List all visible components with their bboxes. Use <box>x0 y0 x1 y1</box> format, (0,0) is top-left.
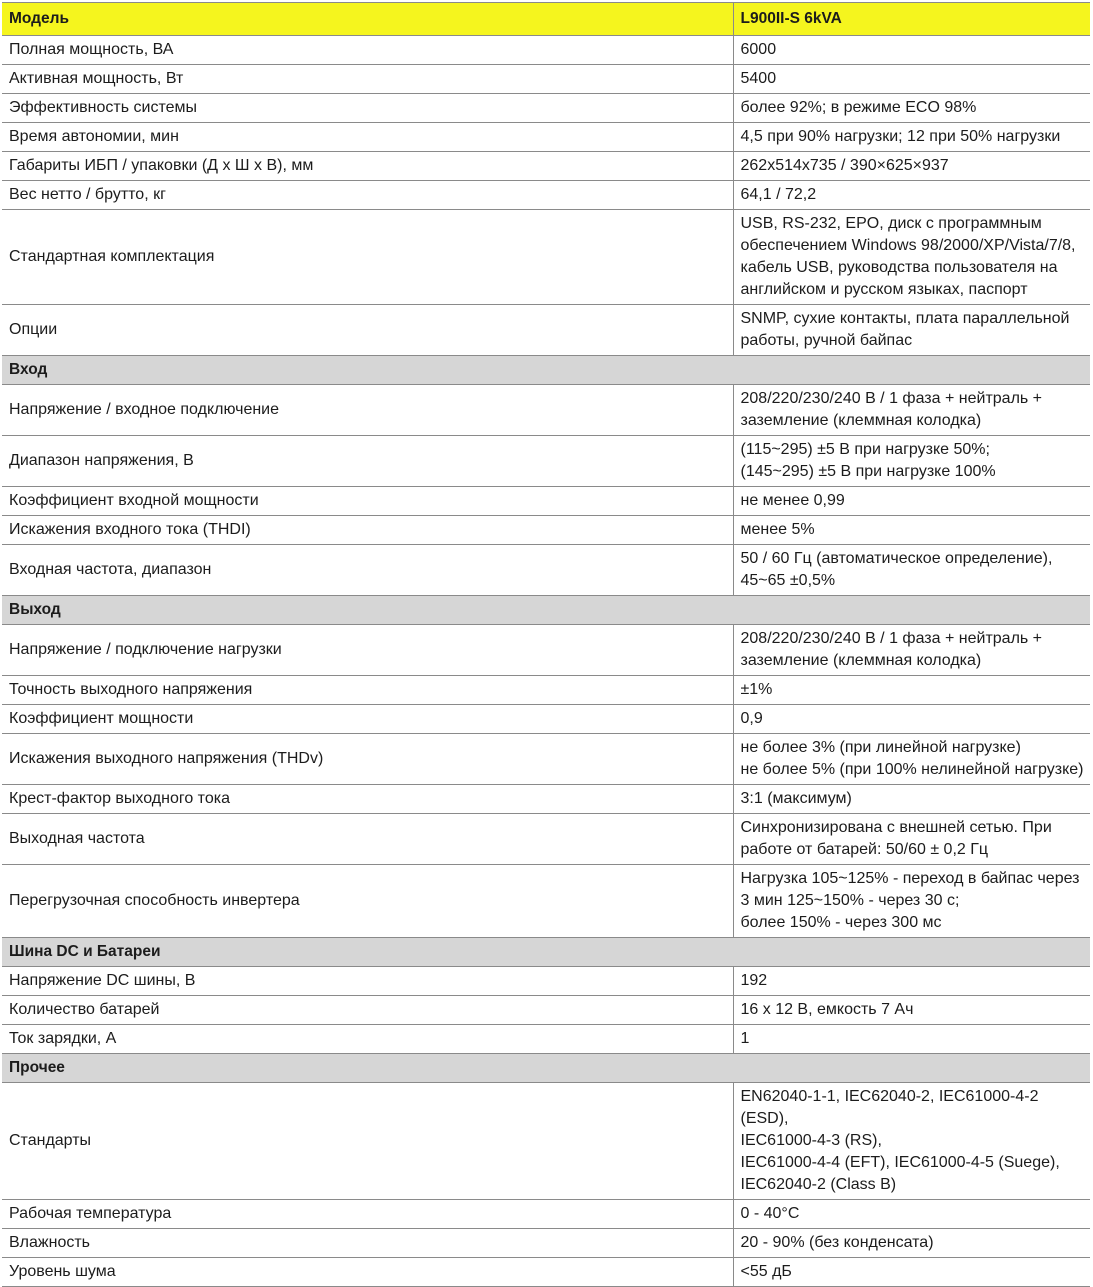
table-row <box>2 1258 1090 1287</box>
spec-label: Искажения выходного напряжения (THDv) <box>2 734 733 785</box>
spec-label: Коэффициент входной мощности <box>2 487 733 516</box>
table-row <box>2 516 1090 545</box>
spec-value: 208/220/230/240 В / 1 фаза + нейтраль + заземление (клеммная колодка) <box>733 625 1090 676</box>
table-row <box>2 1083 1090 1200</box>
spec-label: Искажения входного тока (THDI) <box>2 516 733 545</box>
table-row <box>2 1200 1090 1229</box>
table-row <box>2 814 1090 865</box>
spec-value: 208/220/230/240 В / 1 фаза + нейтраль + заземление (клеммная колодка) <box>733 385 1090 436</box>
table-row <box>2 865 1090 938</box>
spec-label: Напряжение DC шины, В <box>2 967 733 996</box>
spec-table <box>2 2 1090 1287</box>
spec-label: Опции <box>2 305 733 356</box>
spec-label: Эффективность системы <box>2 94 733 123</box>
header-label: Модель <box>2 3 733 36</box>
spec-value: 64,1 / 72,2 <box>733 181 1090 210</box>
spec-label: Влажность <box>2 1229 733 1258</box>
table-row <box>2 487 1090 516</box>
spec-label: Габариты ИБП / упаковки (Д х Ш х В), мм <box>2 152 733 181</box>
spec-value: 20 - 90% (без конденсата) <box>733 1229 1090 1258</box>
table-row <box>2 436 1090 487</box>
table-row <box>2 996 1090 1025</box>
spec-value: 3:1 (максимум) <box>733 785 1090 814</box>
spec-value: 0,9 <box>733 705 1090 734</box>
table-row <box>2 625 1090 676</box>
spec-value: не более 3% (при линейной нагрузке) не более 5% (при 100% нелинейной нагрузке) <box>733 734 1090 785</box>
table-row <box>2 1025 1090 1054</box>
section-header-filler <box>733 1054 1090 1083</box>
spec-label: Стандарты <box>2 1083 733 1200</box>
spec-table-body <box>2 3 1090 1287</box>
spec-value: 6000 <box>733 36 1090 65</box>
section-title: Вход <box>2 356 733 385</box>
spec-value: <55 дБ <box>733 1258 1090 1287</box>
table-row <box>2 967 1090 996</box>
spec-value: 1 <box>733 1025 1090 1054</box>
spec-label: Рабочая температура <box>2 1200 733 1229</box>
spec-label: Напряжение / подключение нагрузки <box>2 625 733 676</box>
spec-label: Коэффициент мощности <box>2 705 733 734</box>
spec-value: 16 х 12 В, емкость 7 Ач <box>733 996 1090 1025</box>
spec-label: Время автономии, мин <box>2 123 733 152</box>
spec-value: 4,5 при 90% нагрузки; 12 при 50% нагрузки <box>733 123 1090 152</box>
table-header-row <box>2 3 1090 36</box>
section-header-row <box>2 1054 1090 1083</box>
spec-label: Стандартная комплектация <box>2 210 733 305</box>
table-row <box>2 36 1090 65</box>
section-header-filler <box>733 596 1090 625</box>
spec-label: Количество батарей <box>2 996 733 1025</box>
header-model-value: L900II-S 6kVA <box>733 3 1090 36</box>
section-header-row <box>2 938 1090 967</box>
table-row <box>2 152 1090 181</box>
section-header-row <box>2 356 1090 385</box>
spec-value: менее 5% <box>733 516 1090 545</box>
spec-value: 192 <box>733 967 1090 996</box>
spec-label: Крест-фактор выходного тока <box>2 785 733 814</box>
spec-value: USB, RS-232, EPO, диск с программным обеспечением Windows 98/2000/XP/Vista/7/8, кабель USB, руководства пользователя на английском и русском языках, паспорт <box>733 210 1090 305</box>
table-row <box>2 305 1090 356</box>
table-row <box>2 181 1090 210</box>
table-row <box>2 705 1090 734</box>
section-title: Шина DC и Батареи <box>2 938 733 967</box>
spec-value: ±1% <box>733 676 1090 705</box>
table-row <box>2 210 1090 305</box>
spec-label: Перегрузочная способность инвертера <box>2 865 733 938</box>
spec-value: 0 - 40°C <box>733 1200 1090 1229</box>
spec-value: 262х514х735 / 390×625×937 <box>733 152 1090 181</box>
spec-value: Синхронизирована с внешней сетью. При работе от батарей: 50/60 ± 0,2 Гц <box>733 814 1090 865</box>
spec-label: Вес нетто / брутто, кг <box>2 181 733 210</box>
table-row <box>2 785 1090 814</box>
spec-label: Диапазон напряжения, В <box>2 436 733 487</box>
section-header-filler <box>733 356 1090 385</box>
spec-label: Полная мощность, ВА <box>2 36 733 65</box>
table-row <box>2 676 1090 705</box>
spec-value: более 92%; в режиме ECO 98% <box>733 94 1090 123</box>
spec-value: (115~295) ±5 В при нагрузке 50%; (145~295) ±5 В при нагрузке 100% <box>733 436 1090 487</box>
spec-value: 5400 <box>733 65 1090 94</box>
spec-label: Ток зарядки, А <box>2 1025 733 1054</box>
table-row <box>2 65 1090 94</box>
section-header-filler <box>733 938 1090 967</box>
table-row <box>2 385 1090 436</box>
spec-label: Точность выходного напряжения <box>2 676 733 705</box>
table-row <box>2 94 1090 123</box>
spec-label: Входная частота, диапазон <box>2 545 733 596</box>
table-row <box>2 1229 1090 1258</box>
section-header-row <box>2 596 1090 625</box>
table-row <box>2 123 1090 152</box>
spec-value: не менее 0,99 <box>733 487 1090 516</box>
spec-value: EN62040-1-1, IEC62040-2, IEC61000-4-2 (ESD), IEC61000-4-3 (RS), IEC61000-4-4 (EFT), IEC61000-4-5 (Suege), IEC62040-2 (Class B) <box>733 1083 1090 1200</box>
spec-label: Выходная частота <box>2 814 733 865</box>
spec-value: Нагрузка 105~125% - переход в байпас через 3 мин 125~150% - через 30 с; более 150% - через 300 мс <box>733 865 1090 938</box>
spec-label: Напряжение / входное подключение <box>2 385 733 436</box>
table-row <box>2 734 1090 785</box>
spec-value: SNMP, сухие контакты, плата параллельной работы, ручной байпас <box>733 305 1090 356</box>
spec-label: Уровень шума <box>2 1258 733 1287</box>
spec-label: Активная мощность, Вт <box>2 65 733 94</box>
section-title: Прочее <box>2 1054 733 1083</box>
spec-value: 50 / 60 Гц (автоматическое определение), 45~65 ±0,5% <box>733 545 1090 596</box>
table-row <box>2 545 1090 596</box>
section-title: Выход <box>2 596 733 625</box>
